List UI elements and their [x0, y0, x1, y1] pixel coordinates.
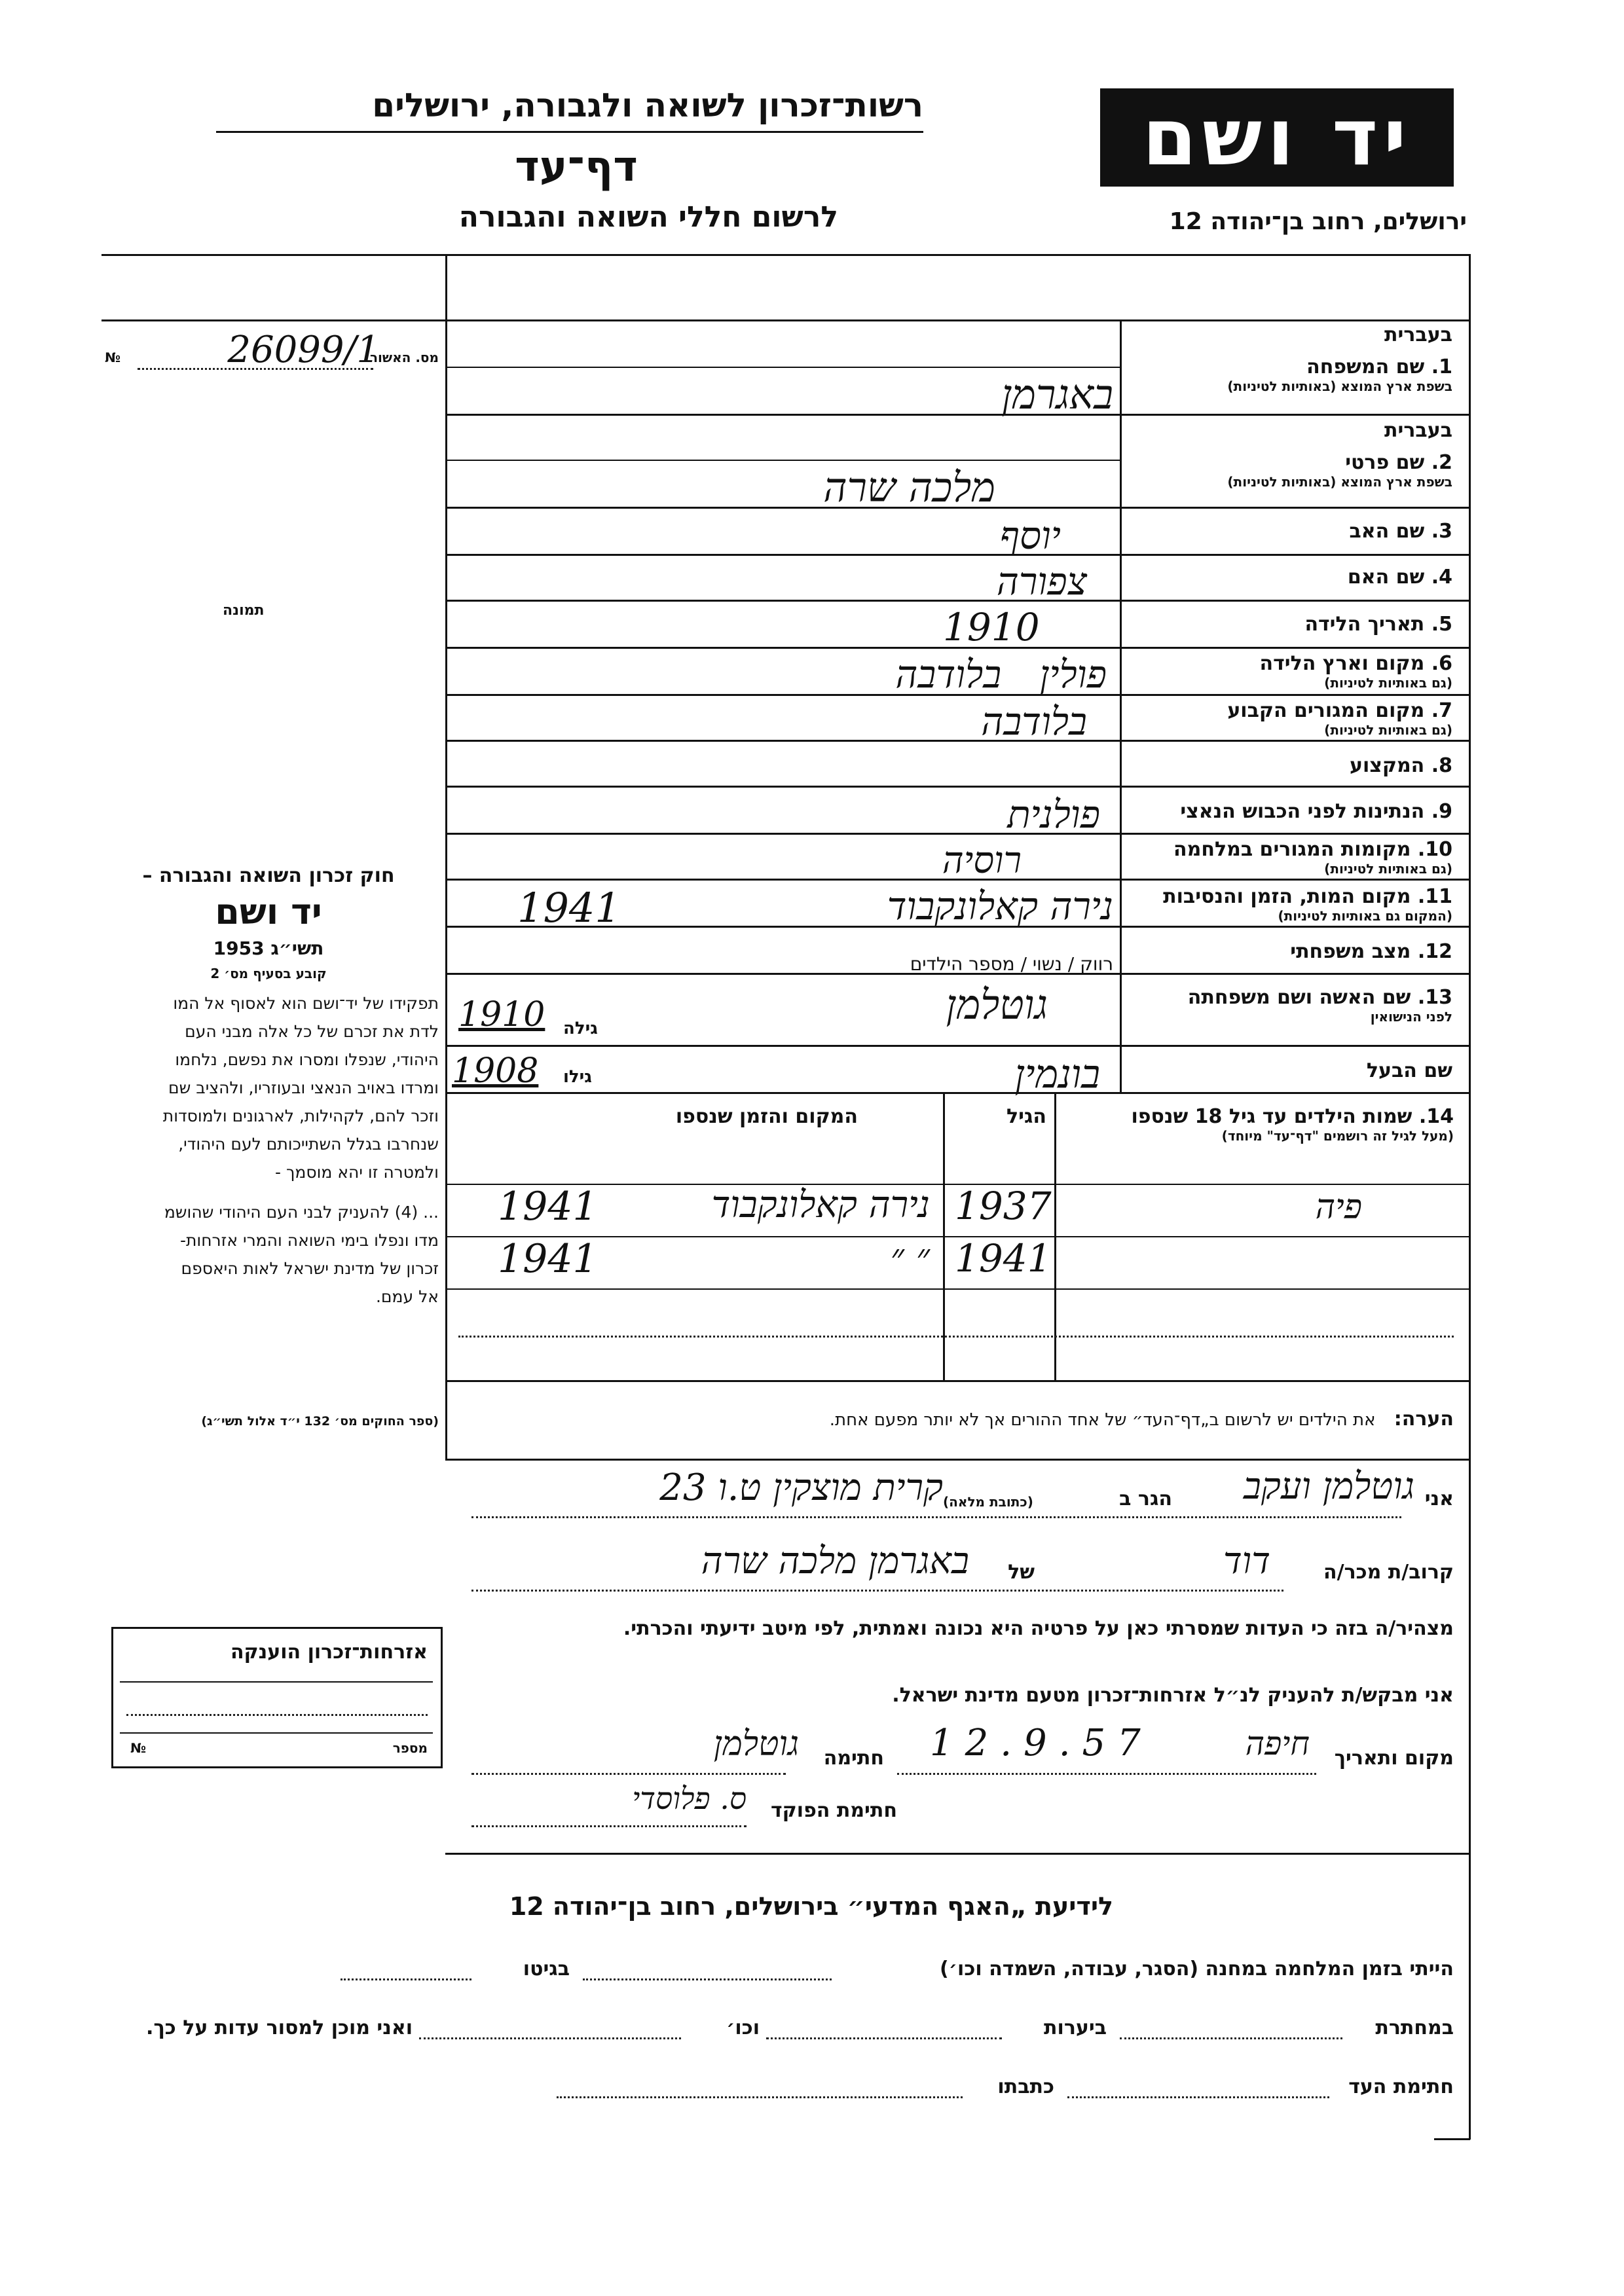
death-place-label-block: [1125, 885, 1452, 924]
family-name-value: באגרמן: [1001, 371, 1113, 418]
child-1-name: פיה: [1315, 1188, 1362, 1227]
stamp-line: [126, 1714, 428, 1716]
in-hebrew-label-2: בעברית: [1384, 419, 1452, 442]
birth-place-label-block: [1125, 652, 1452, 691]
child-1-place: נירה קאלונקבוד: [711, 1184, 930, 1226]
husband-name-value: בונמין: [1014, 1051, 1100, 1097]
field-1-label-block: [1125, 323, 1452, 394]
wartime-residence-value: רוסיה: [942, 839, 1022, 882]
note-bottom-line: [445, 1459, 1470, 1461]
footer-ghetto-line: [341, 1978, 471, 1980]
law-title: חוק זכרון השואה והגבורה –: [142, 864, 395, 887]
form-subtitle: לרשום חללי השואה והגבורה: [458, 200, 838, 234]
witness-of-value: באגרמן מלכה שרה: [701, 1540, 969, 1582]
footer-etc-line: [419, 2037, 681, 2039]
witness-address-value: קרית מוצקין ט.ו 23: [659, 1467, 943, 1509]
children-row-3-line: [458, 1336, 1454, 1338]
citizenship-label: 9. הנתינות לפני הכבוש הנאצי: [1180, 800, 1452, 823]
children-age-header: הגיל: [1006, 1105, 1046, 1128]
witness-address-sublabel: (כתובת מלאה): [943, 1494, 1033, 1510]
frame-right: [1469, 254, 1471, 2140]
citizenship-stamp-box: [111, 1627, 443, 1768]
row-line-8: [445, 786, 1470, 788]
witness-request: אני מבקש/ת להעניק לנ״ל אזרחות־זכרון מטעם מדינת ישראל.: [892, 1684, 1454, 1707]
husband-age-value: 1908: [452, 1051, 539, 1091]
wife-name-label-block: [1125, 986, 1452, 1025]
citizenship-value: פולנית: [1007, 792, 1100, 837]
footer-ready-text: ואני מוכן למסור עדות על כך.: [146, 2016, 413, 2039]
residence-label-block: [1125, 699, 1452, 738]
law-line: ולמטרה זו יהא מוסמך -: [275, 1163, 439, 1182]
witness-relative-label: קרוב/ת מכר/ה: [1323, 1561, 1454, 1584]
witness-resident-label: הגר ב: [1119, 1487, 1172, 1510]
wife-name-value: גוטלמן: [946, 981, 1048, 1029]
footer-forests-line: [766, 2037, 1002, 2039]
mother-name-value: צפורה: [996, 559, 1087, 604]
wartime-residence-label: 10. מקומות המגורים במלחמה: [1173, 838, 1452, 861]
law-year: תשי״ג 1953: [213, 938, 324, 959]
approval-label: מס. האשור: [370, 350, 439, 365]
first-name-label: 2. שם פרטי: [1345, 451, 1452, 474]
law-line: זכרון של מדינת ישראל לאות היאספם: [181, 1259, 439, 1278]
footer-forests-label: ביערות: [1044, 2016, 1107, 2039]
mother-name-label: 4. שם האם: [1347, 566, 1452, 589]
note-label: הערה:: [1393, 1408, 1454, 1430]
witness-relation-value: דוד: [1223, 1540, 1270, 1582]
frame-header-row: [101, 319, 1470, 321]
footer-title: לידיעת „האגף המדעי״ בירושלים, רחוב בן־יהודה 12: [509, 1892, 1113, 1921]
death-place-label: 11. מקום המות, הזמן והנסיבות: [1163, 885, 1452, 908]
stamp-title: אזרחות־זכרון הוענקה: [230, 1641, 428, 1664]
footer-address-line: [557, 2096, 963, 2098]
approval-no-label: №: [105, 350, 121, 365]
stamp-number-label: מספר: [392, 1740, 428, 1756]
first-name-sublabel: בשפת ארץ המוצא (באותיות לטיניות): [1227, 474, 1452, 490]
law-text: [98, 989, 439, 1311]
birth-place-value: פולין בלודבה: [895, 652, 1107, 697]
in-hebrew-label-1: בעברית: [1384, 323, 1452, 346]
place-date-label: מקום ותאריך: [1334, 1747, 1454, 1770]
field-2-label-block: [1125, 419, 1452, 490]
footer-underground-line: [1120, 2037, 1342, 2039]
child-2-year: 1941: [498, 1236, 598, 1282]
stamp-divider: [120, 1681, 433, 1683]
authority-name: רשות־זכרון לשואה ולגבורה, ירושלים: [372, 86, 923, 124]
first-name-value: מלכה שרה: [823, 464, 995, 511]
birth-date-label: 5. תאריך הלידה: [1304, 613, 1452, 636]
children-label-block: [1061, 1105, 1454, 1144]
authority-underline: [216, 131, 923, 133]
death-place-sublabel: (המקום גם באותיות לטיניות): [1278, 908, 1452, 924]
frame-inner-left: [445, 254, 447, 1380]
note-row: [458, 1408, 1454, 1430]
witness-declaration: מצהיר/ה בזה כי העדות שמסרתי כאן על פרטיה היא נכונה ואמתית, לפי מיטב ידיעתי והכרתי.: [623, 1617, 1454, 1640]
children-label: 14. שמות הילדים עד גיל 18 שנספו: [1131, 1105, 1454, 1128]
law-line: ... (4) להעניק לבני העם היהודי שהושמ: [164, 1203, 439, 1222]
clerk-line: [471, 1825, 747, 1827]
wartime-residence-sublabel: (גם באותיות לטיניות): [1324, 861, 1452, 877]
footer-ghetto-label: בגיטו: [523, 1958, 570, 1980]
law-line: תפקידו של יד־ושם הוא לאסוף אל המו: [173, 994, 439, 1013]
label-column-divider: [1120, 319, 1122, 1092]
footer-underground-label: במחתרת: [1375, 2016, 1454, 2039]
witness-name-value: גוטלמן ועקב: [1243, 1465, 1414, 1508]
frame-bottom-corner: [1434, 2138, 1470, 2140]
row-line-13: [445, 1045, 1470, 1047]
law-line: ומרדו באויב הנאצי ובעוזריו, ולהציב שם: [168, 1078, 439, 1097]
form-title: דף־עד: [515, 143, 638, 191]
residence-label: 7. מקום המגורים הקבוע: [1227, 699, 1452, 722]
birth-place-label: 6. מקום וארץ הלידה: [1259, 652, 1452, 675]
father-name-label: 3. שם האב: [1349, 520, 1452, 543]
footer-etc-label: וכו׳: [726, 2016, 760, 2039]
family-name-label: 1. שם המשפחה: [1306, 355, 1452, 378]
children-sublabel: (מעל לגיל זה רושמים "דף־עד" מיוחד): [1221, 1128, 1454, 1144]
law-line: היהודי, שנפלו ומסרו את נפשם, נלחמו: [175, 1050, 439, 1069]
note-left-line: [445, 1380, 447, 1459]
child-2-place: ״ ״: [890, 1236, 930, 1279]
footer-witness-signature-label: חתימת העד: [1348, 2075, 1454, 2098]
witness-line-2: [471, 1590, 1283, 1592]
witness-of-label: של: [1008, 1561, 1035, 1584]
wartime-residence-label-block: [1125, 838, 1452, 877]
footer-camp-label: הייתי בזמן המלחמה במחנה (הסגר, עבודה, השמדה וכו׳): [940, 1958, 1454, 1980]
marital-status-options: רווק / נשוי / מספר הילדים: [910, 953, 1113, 975]
witness-i-label: אני: [1424, 1487, 1454, 1510]
residence-value: בלודבה: [981, 699, 1087, 744]
birth-date-value: 1910: [943, 605, 1040, 649]
yad-vashem-logo: יד ושם: [1100, 88, 1454, 187]
husband-name-label: שם הבעל: [1366, 1059, 1452, 1082]
note-top-line: [445, 1380, 1470, 1382]
witness-line-1: [471, 1516, 1401, 1518]
father-name-value: יוסף: [999, 513, 1061, 558]
note-text: את הילדים יש לרשום ב„דף־העד״ של אחד ההורים אך לא יותר מפעם אחת.: [829, 1410, 1376, 1430]
law-clause: קובע בסעיף מס׳ 2: [210, 966, 327, 981]
wife-age-value: 1910: [458, 995, 545, 1034]
place-date-line: [897, 1773, 1316, 1775]
approval-line: [138, 368, 373, 370]
signature-line: [471, 1773, 786, 1775]
law-source: (ספר החוקים מס׳ 132 י״ד אלול תשי״ג): [201, 1414, 439, 1429]
death-year-value: 1941: [517, 884, 621, 932]
wife-age-label: גילה: [563, 1019, 598, 1038]
law-line: אל עמם.: [375, 1287, 439, 1306]
law-sidebar: [98, 864, 439, 1311]
wife-name-label: 13. שם האשה ושם משפחתה: [1187, 986, 1452, 1009]
footer-camp-line: [583, 1978, 832, 1980]
approval-value: 26099/1: [227, 329, 380, 371]
row-line-1a: [445, 367, 1120, 368]
stamp-divider-2: [120, 1732, 433, 1734]
photo-label: תמונה: [223, 602, 265, 619]
signature-label: חתימה: [823, 1747, 884, 1770]
child-1-age: 1937: [955, 1184, 1052, 1228]
place-value: חיפה: [1245, 1724, 1310, 1762]
law-name: יד ושם: [215, 891, 322, 932]
signature-value: גוטלמן: [713, 1724, 799, 1764]
stamp-number-no: №: [130, 1740, 147, 1756]
footer-witness-signature-line: [1067, 2096, 1329, 2098]
frame-top: [101, 254, 1470, 256]
clerk-value: ס. פלוסדי: [632, 1781, 747, 1816]
children-place-header: המקום והזמן שנספו: [675, 1105, 858, 1128]
law-line: לדת את זכרם של כל אלה מבני העם: [185, 1022, 439, 1041]
profession-label: 8. המקצוע: [1350, 754, 1452, 777]
child-1-year: 1941: [498, 1184, 598, 1230]
law-line: מדו ונפלו בימי השואה והמרי אזרחות-: [179, 1231, 439, 1250]
children-row-2-line: [445, 1288, 1470, 1290]
birth-place-sublabel: (גם באותיות לטיניות): [1324, 675, 1452, 691]
marital-status-label: 12. מצב משפחתי: [1290, 940, 1452, 963]
law-line: וזכר להם, לקהילות, לארגונים ולמוסדות: [162, 1106, 439, 1125]
law-line: שנחרבו בגלל השתייכותם לעם היהודי,: [178, 1135, 439, 1154]
form-address: ירושלים, רחוב בן־יהודה 12: [1169, 208, 1467, 235]
date-value: 12.9.57: [930, 1722, 1153, 1764]
clerk-label: חתימת הפוקד: [771, 1799, 897, 1822]
footer-top-line: [445, 1853, 1470, 1855]
wife-name-sublabel: לפני הנישואין: [1370, 1009, 1452, 1025]
approval-row: [105, 329, 439, 373]
row-line-2a: [445, 460, 1120, 461]
family-name-sublabel: בשפת ארץ המוצא (באותיות לטיניות): [1227, 378, 1452, 394]
death-place-value: נירה קאלונקבוד: [887, 884, 1113, 928]
child-2-age: 1941: [955, 1236, 1052, 1281]
footer-address-label: כתבתו: [997, 2075, 1054, 2098]
residence-sublabel: (גם באותיות לטיניות): [1324, 722, 1452, 738]
husband-age-label: גילו: [563, 1067, 592, 1087]
